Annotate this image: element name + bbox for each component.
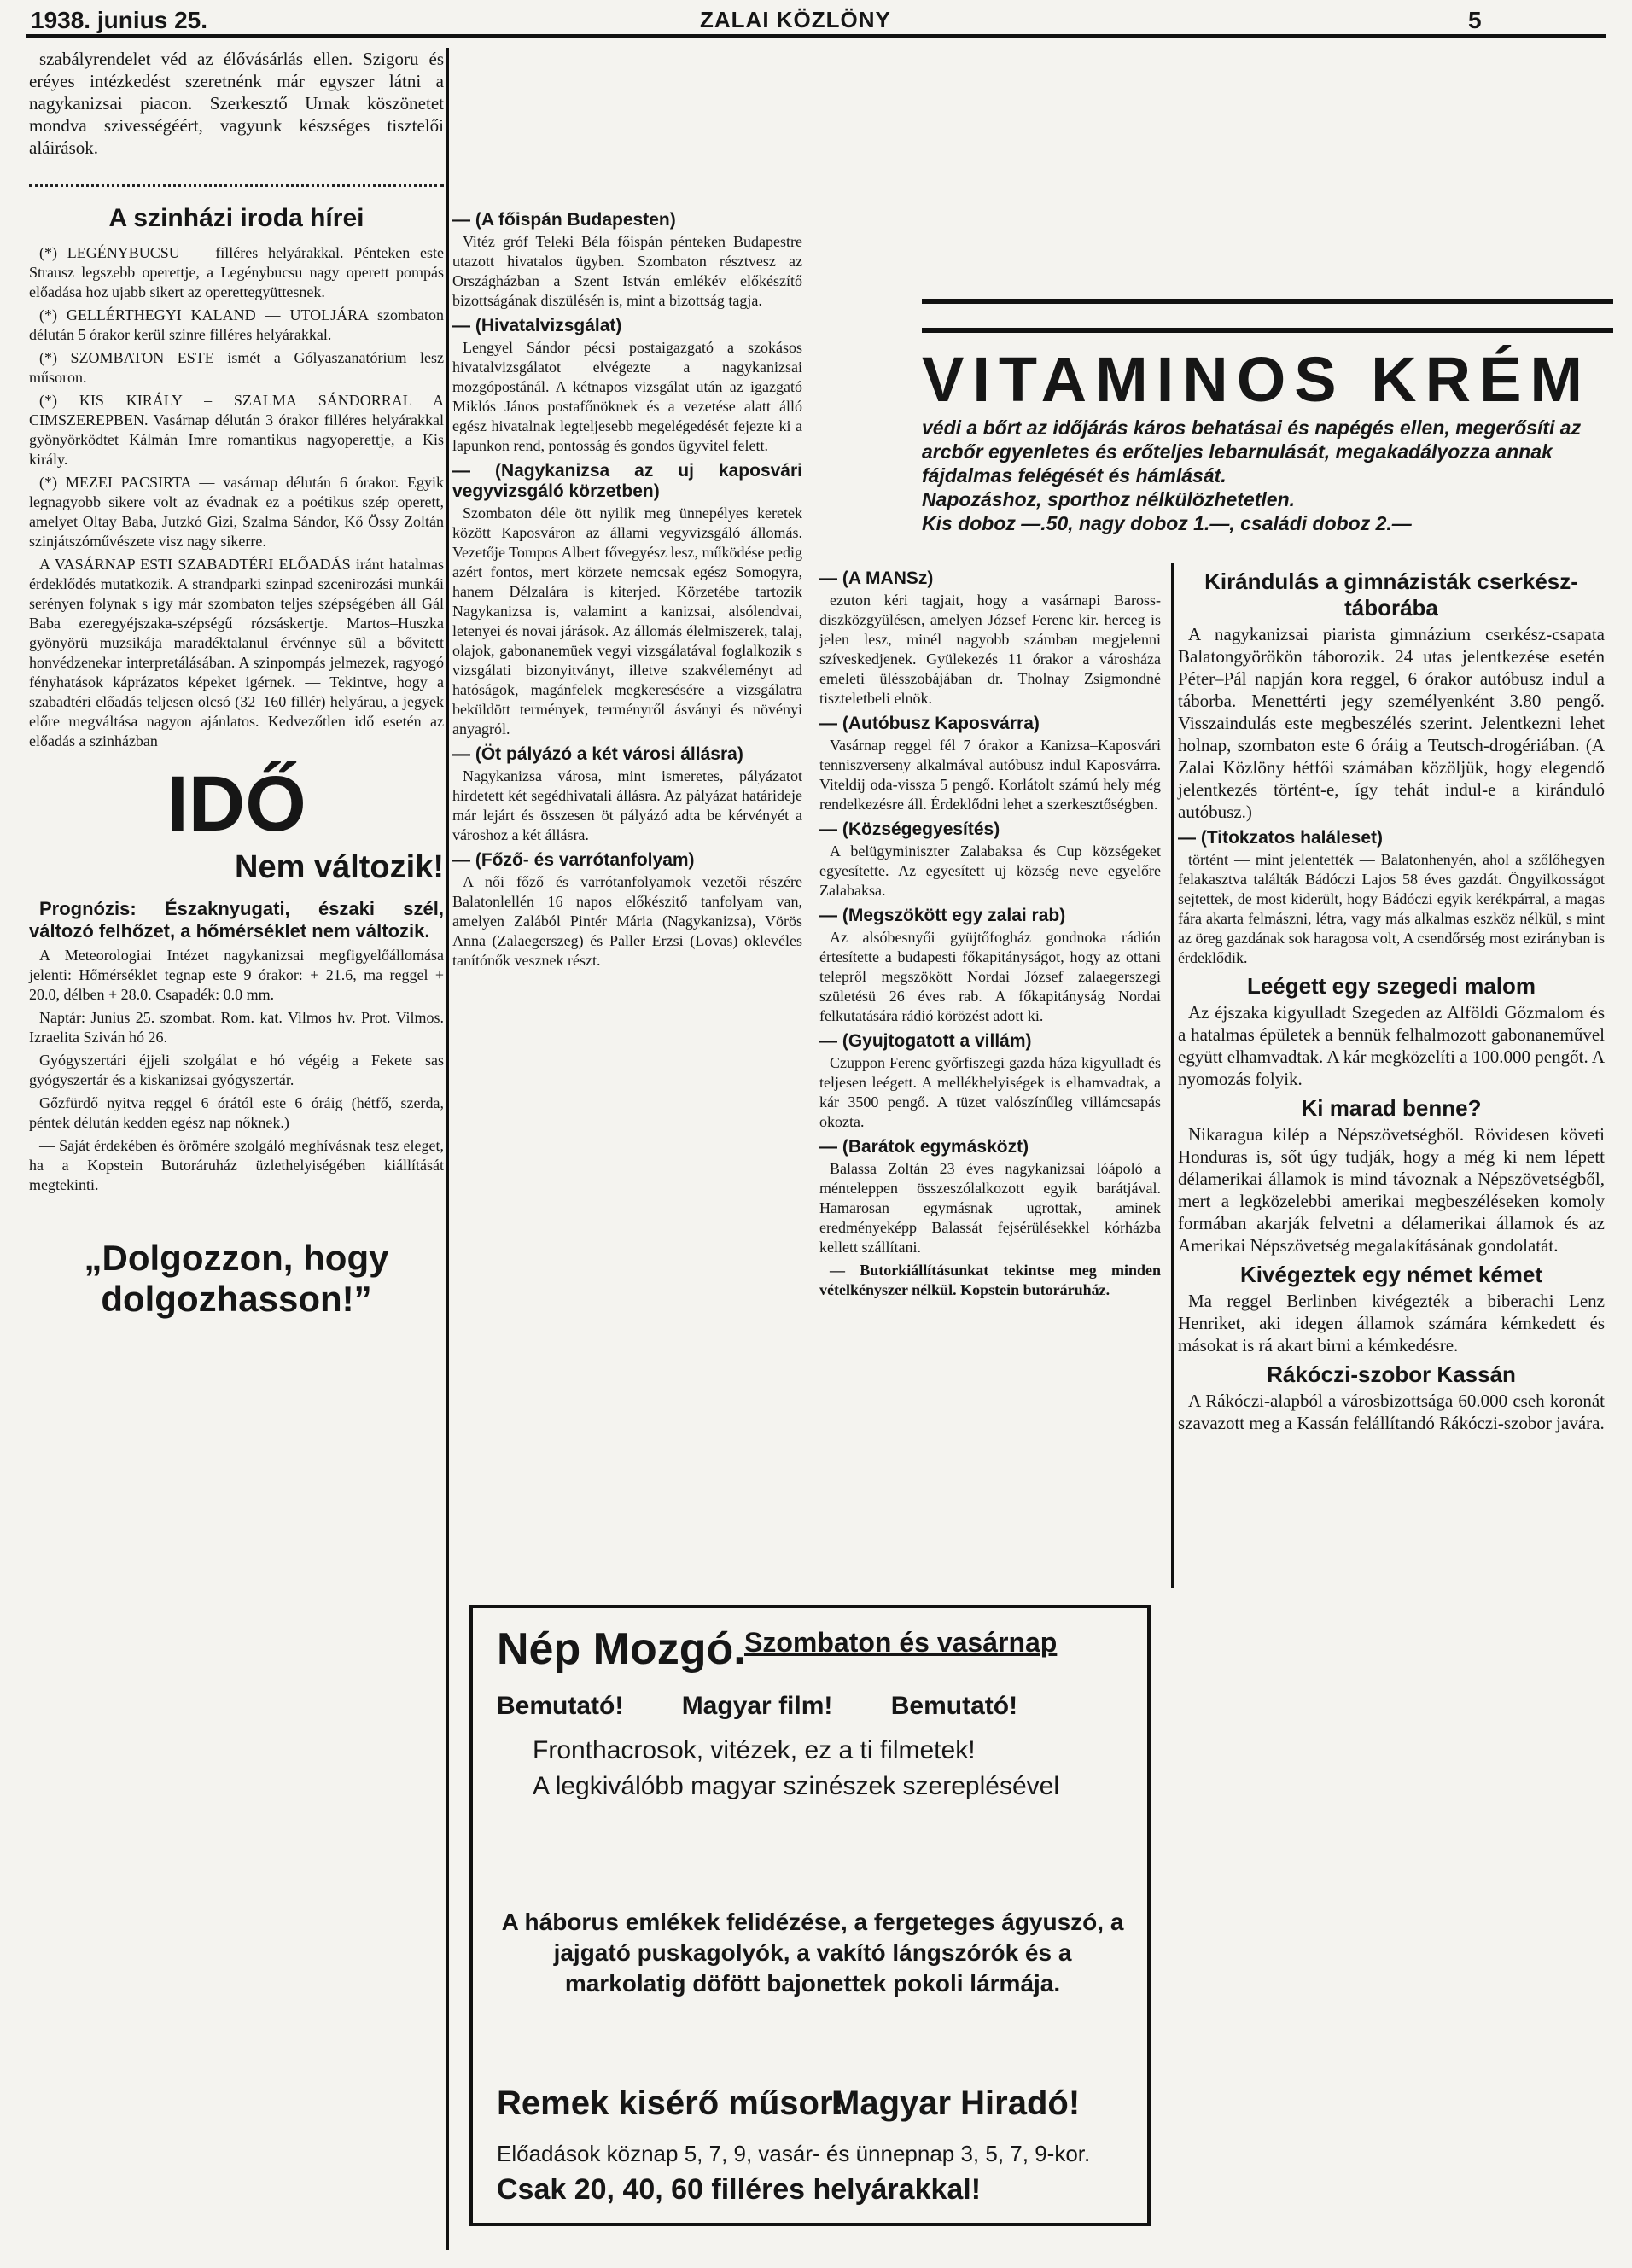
weather-title: IDŐ [166,761,306,848]
article-text: Az éjszaka kigyulladt Szegeden az Alföldi Gőzmalom és a hatalmas épületek a bennük felhalmozott gabonaneművel együtt elhamvadtak. A kár megközelíti a 100.000 pengőt. A nyomozás folyik. [1178,1002,1605,1089]
page-header [0,0,1632,34]
news-text: ezuton kéri tagjait, hogy a vasárnapi Baross-diszközgyülésen, amelyen József Ferenc kir. herceg is jelen lesz, minél nagyobb számban megjelenni szíveskedjenek. Gyülekezés 11 órakor a városháza emeleti ülésszobájában dr. Tholnay Zsigmondné tiszteletbeli elnök. [819,592,1161,707]
article-title: — (Titokzatos haláleset) [1178,828,1384,848]
weather-forecast: Prognózis: Északnyugati, északi szél, változó felhőzet, a hőmérséklet nem változik. [29,898,444,942]
ticket-prices: Csak 20, 40, 60 filléres helyárakkal! [497,2173,982,2206]
news-heading: — (Gyujtogatott a villám) [819,1031,1032,1051]
news-heading: — (A MANSz) [819,568,934,588]
article-text: Nikaragua kilép a Népszövetségből. Rövidesen követi Honduras is, sőt úgy tudják, hogy a még ki nem lépett délamerikai államok is mind távoznak a Népszövetségből, mert a legközelebbi amerikai megbeszéléseken komoly formában akarják felvetni a délamerikai államok és az Amerikai Népszövetség megalakításának gondolatát. [1178,1124,1605,1256]
vitamin-cream-ad [922,299,1613,546]
column-rule [1171,563,1174,1588]
ad-slogan: Napozáshoz, sporthoz nélkülözhetetlen. [922,488,1296,510]
weather-subtitle: Nem változik! [235,849,444,885]
letter-text: szabályrendelet véd az élővásárlás ellen. Szigoru és eréyes intézkedést szeretnénk már egyszer látni a nagykanizsai piacon. Szerkesztő Urnak köszönetet mondva szivességéért, vagyunk készséges tisztelői aláirások. [29,49,444,158]
column-2 [452,205,802,974]
article-title: Ki marad benne? [1301,1095,1482,1121]
news-heading: — (Községegyesítés) [819,819,1000,839]
article-text: A Rákóczi-alapból a városbizottsága 60.000 cseh koronát szavazott meg a Kassán felállítandó Rákóczi-szobor javára. [1178,1391,1605,1433]
theatre-para: A VASÁRNAP ESTI SZABADTÉRI ELŐADÁS iránt hatalmas érdeklődés mutatkozik. A strandparki szinpad szcenirozási munkái serényen folynak s igy már szombaton teljes szépségében áll Gál Baba ezeregyéjszaka-szépségű rózsáskertje. Martos–Huszka gyönyörü muzsikája maradéktalanul érvénnye sül a bővitett honvédzenekar interpretálásában. A szinpompás jelmezek, ragyogó fényhatások káprázatos képeket igérnek. — Tekintve, hogy a szabadtéri előadás teljesen olcsó (32–160 fillér) helyárau, a jegyek előre megváltása nagyon ajánlatos. Kedvezőtlen idő esetén az előadás a szinházban [29,556,444,749]
column-1 [29,48,444,1320]
news-heading: — (Öt pályázó a két városi állásra) [452,744,743,764]
theatre-para: (*) GELLÉRTHEGYI KALAND — UTOLJÁRA szombaton délután 5 órakor kerül szinre filléres helyárakkal. [29,306,444,343]
steam-bath: Gőzfürdő nyitva reggel 6 órától este 6 óráig (hétfő, szerda, péntek délután kedden egész nap nőknek.) [29,1094,444,1131]
premiere-label: Bemutató! [497,1692,624,1720]
cinema-days: Szombaton és vasárnap [744,1627,1058,1658]
meteo-report: A Meteorologiai Intézet nagykanizsai megfigyelőállomása jelenti: Hőmérséklet tegnap este 9 órakor: + 21.6, ma reggel + 20.0, délben + 28.0. Csapadék: 0.0 mm. [29,947,444,1003]
column-4 [1178,563,1605,1437]
premiere-label: Bemutató! [890,1692,1018,1720]
showtimes: Előadások köznap 5, 7, 9, vasár- és ünnepnap 3, 5, 7, 9-kor. [497,2141,1091,2166]
news-text: Az alsóbesnyői gyüjtőfogház gondnoka rádión értesítette a budapesti főkapitányságot, hogy az ottani telepről megszökött Nordai József zalaegerszegi születésü 26 éves rab. A főkapitányság Nordai felkutatására rádió körözést adott ki. [819,929,1161,1024]
newsreel: Magyar Hiradó! [831,2084,1081,2122]
article-title: Rákóczi-szobor Kassán [1267,1361,1516,1387]
supporting-program: Remek kisérő műsor! [497,2084,844,2122]
news-heading: — (A főispán Budapesten) [452,210,676,230]
furniture-ad: — Butorkiállításunkat tekintse meg minden vételkényszer nélkül. Kopstein butoráruház. [819,1262,1161,1298]
news-text: Nagykanizsa városa, mint ismeretes, pályázatot hirdetett két segédhivatali állásra. Az pályázat határideje már lejárt és összesen öt pályázó adta be kérvényét a városhoz a két állásra. [452,767,802,843]
news-text: A női főző és varrótanfolyamok vezetői részére Balatonlellén 16 napos előkészitő tanfolyam van, amelyen Zalából Pintér Mária (Nagykanizsa), Vörös Anna (Zalaegerszeg) és Paller Erzsi (Lovas) oklevéles tanítónők vesznek részt. [452,873,802,969]
slogan: „Dolgozzon, hogy dolgozhasson!” [84,1238,389,1319]
ad-prices: Kis doboz —.50, nagy doboz 1.—, családi doboz 2.— [922,512,1412,534]
newspaper-name: ZALAI KÖZLÖNY [700,7,891,32]
film-title: Fronthacrosok, vitézek, ez a ti filmetek! [533,1736,976,1764]
news-heading: — (Nagykanizsa az uj kaposvári vegyvizsgáló körzetben) [452,461,802,501]
page-number: 5 [1468,7,1482,33]
news-text: Balassa Zoltán 23 éves nagykanizsai lóápoló a ménteleppen összeszólalkozott egyik barátjával. Hamarosan egymásnak ugrottak, aminek eredményeképp Balassát fejsérülésekkel kórházba kellett szállítani. [819,1160,1161,1256]
theatre-title: A szinházi iroda hírei [108,204,364,232]
header-rule [26,34,1606,38]
film-type: Magyar film! [681,1692,833,1720]
film-cast: A legkiválóbb magyar szinészek szereplésével [533,1772,1059,1800]
news-text: A belügyminiszter Zalabaksa és Cup községeket egyesítette. Az egyesített uj község neve egyelőre Zalabaksa. [819,842,1161,899]
article-text: Ma reggel Berlinben kivégezték a biberachi Lenz Henriket, aki idegen államok számára kémkedett és másokat is rá akart birni a kémkedésre. [1178,1291,1605,1356]
column-rule [446,48,449,2250]
news-heading: — (Autóbusz Kaposvárra) [819,714,1040,733]
news-text: Vasárnap reggel fél 7 órakor a Kanizsa–Kaposvári tenniszverseny alkalmával autóbusz indul Kaposvárra. Viteldij oda-vissza 5 pengő. Korlátolt számú hely még rendelkezésre áll. Érdeklődni lehet a szerkesztőségben. [819,737,1161,813]
article-text: történt — mint jelentették — Balatonhenyén, ahol a szőlőhegyen felakasztva találták Bádóczi Lajos 58 éves gazdát. Öngyilkosságot sejtettek, de most kiderült, hogy Bádóczi egyik kerékpárral, a magas fára akarta felmászni, létra, vagy más alkalmas eszköz nélkül, s mint az öreg gazdának sok haragosa volt, A csendőrség most ezirányban is érdeklődik. [1178,851,1605,966]
premiere-row [497,1692,1128,1721]
ad-title: VITAMINOS KRÉM [922,344,1592,415]
news-text: Czuppon Ferenc győrfiszegi gazda háza kigyulladt és teljesen leégett. A mellékhelyiségek is elhamvadtak, a kár 3500 pengő. A tüzet valószínűleg villámcsapás okozta. [819,1054,1161,1130]
divider [29,176,444,187]
ad-notice: — Saját érdekében és örömére szolgáló meghívásnak tesz eleget, ha a Kopstein Butoráruház üzlethelyiségében kiállítását megtekinti. [29,1137,444,1193]
news-text: Lengyel Sándor pécsi postaigazgató a szokásos hivatalvizsgálatot elvégezte a nagykanizsai mozgópostánál. A kétnapos vizsgálat után az igazgató Miklós János postafőnöknek és a vezetése alatt álló egész hivatalnak legteljesebb megelégedését fejezte ki a lapunkon rend, pontosság és gondos ügyvitel felett. [452,339,802,454]
article-text: A nagykanizsai piarista gimnázium cserkész-csapata Balatongyörökön táborozik. 24 utas jelentkezése esetén Péter–Pál napján kora reggel, 6 órakor autóbusz indul a táborba. Menettérti jegy személyenként 3.80 pengő. Visszaindulás este megbeszélés szerint. Jelentkezni lehet holnap, szombaton este 6 óráig a Teutsch-drogériában. (A Zalai Közlöny hétfői számában közöljük, hogy elegendő jelentkezés történt-e, így tehát indul-e a kiránduló autóbusz.) [1178,624,1605,822]
cinema-ad [469,1605,1151,2226]
theatre-para: (*) KIS KIRÁLY – SZALMA SÁNDORRAL A CIMSZEREPBEN. Vasárnap délután 3 órakor filléres helyárakkal gyönyörködtet Kálmán Imre romantikus nagyoperettje, a Kis király. [29,392,444,468]
theatre-para: (*) MEZEI PACSIRTA — vasárnap délután 6 órakor. Egyik legnagyobb sikere volt az évadnak ez a poétikus szép operett, amelyet Oltay Baba, Jutzkó Gizi, Szalma Sándor, Kő Össy Zoltán szinjátszóművészete visz nagy sikerre. [29,474,444,550]
column-3 [819,563,1161,1303]
news-heading: — (Barátok egymásközt) [819,1137,1029,1157]
news-heading: — (Megszökött egy zalai rab) [819,906,1066,925]
ad-body: védi a bőrt az időjárás káros behatásai és napégés ellen, megerősíti az arcbőr egyenletes és erőteljes lebarnulását, megakadályozza annak fájdalmas felégését és hámlását. [922,417,1582,487]
news-heading: — (Hivatalvizsgálat) [452,316,622,335]
article-title: Kirándulás a gimnázisták cserkész-táborába [1204,568,1578,621]
ad-decor-bar [922,299,1613,333]
article-title: Kivégeztek egy német kémet [1239,1262,1543,1287]
theatre-para: (*) LEGÉNYBUCSU — filléres helyárakkal. Pénteken este Strausz legszebb operettje, a Legénybucsu nagy operett pompás előadása hoz ujabb sikert az operettegyüttesnek. [29,244,444,300]
calendar: Naptár: Junius 25. szombat. Rom. kat. Vilmos hv. Prot. Vilmos. Izraelita Sziván hó 26. [29,1009,444,1046]
article-title: Leégett egy szegedi malom [1246,973,1536,999]
issue-date: 1938. junius 25. [31,7,207,33]
pharmacy-duty: Gyógyszertári éjjeli szolgálat e hó végéig a Fekete sas gyógyszertár és a kiskanizsai gyógyszertár. [29,1052,444,1088]
theatre-para: (*) SZOMBATON ESTE ismét a Gólyaszanatórium lesz műsoron. [29,349,444,386]
news-text: Szombaton déle ött nyilik meg ünnepélyes keretek között Kaposváron az állami vegyvizsgáló állomás. Vezetője Tompos Albert fővegyész lesz, működése pedig azért fontos, mert körzete nemcsak egész Somogyra, hanem Délzalára is kiterjed. Körzetébe tartozik Nagykanizsa is, valamint a kanizsai, alsólendvai, letenyei és novai járások. Az állomás élelmiszerek, talaj, olajok, gabonanemüek vegyi vizsgálatával foglalkozik s vizsgálati bizonyitványt, illetve szakvéleményt ad hatóságok, magánfelek megkeresésére a vizsgálatra beküldött termények, terményről ásványi és növényi anyagról. [452,504,802,738]
news-text: Vitéz gróf Teleki Béla főispán pénteken Budapestre utazott hivatalos ügyben. Szombaton résztvesz az Országházban a Szent István emlékév előkészítő bizottságának diszülésén is, mint a bizottság tagja. [452,233,802,309]
news-heading: — (Főző- és varrótanfolyam) [452,850,695,870]
film-description: A háborus emlékek felidézése, a fergeteges ágyuszó, a jajgató puskagolyók, a vakító lángszórók és a markolatig döfött bajonettek pokoli lármája. [501,1909,1124,1997]
cinema-name: Nép Mozgó. [497,1624,746,1674]
